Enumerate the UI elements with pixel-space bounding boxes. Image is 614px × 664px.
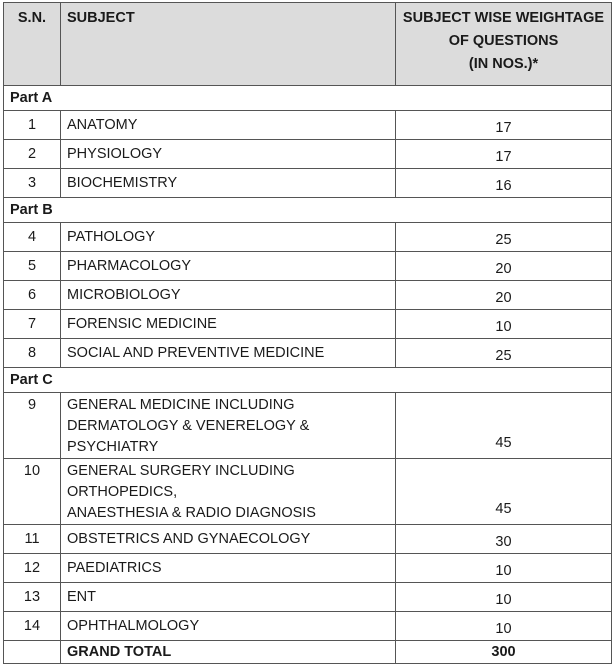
grand-total-row xyxy=(4,641,612,664)
header-weightage-line2: OF QUESTIONS xyxy=(448,33,559,49)
grand-total-sn-empty xyxy=(4,641,61,664)
row-subject: FORENSIC MEDICINE xyxy=(61,310,396,339)
table-row xyxy=(4,223,612,252)
table-row xyxy=(4,140,612,169)
header-weightage xyxy=(396,3,612,86)
table-row xyxy=(4,554,612,583)
table-row xyxy=(4,310,612,339)
row-subject: ANATOMY xyxy=(61,111,396,140)
table-row xyxy=(4,459,612,525)
row-weight: 20 xyxy=(396,281,612,310)
row-weight: 16 xyxy=(396,169,612,198)
table-row xyxy=(4,393,612,459)
table-row xyxy=(4,612,612,641)
row-subject: BIOCHEMISTRY xyxy=(61,169,396,198)
row-sn: 12 xyxy=(4,554,61,583)
row-sn: 11 xyxy=(4,525,61,554)
row-subject xyxy=(61,393,396,459)
row-weight: 20 xyxy=(396,252,612,281)
weightage-table xyxy=(3,2,612,664)
row-sn: 5 xyxy=(4,252,61,281)
row-weight: 25 xyxy=(396,339,612,368)
row-subject: OPHTHALMOLOGY xyxy=(61,612,396,641)
row-weight: 45 xyxy=(396,393,612,459)
table-row xyxy=(4,111,612,140)
row-weight: 45 xyxy=(396,459,612,525)
row-weight: 10 xyxy=(396,554,612,583)
row-subject: MICROBIOLOGY xyxy=(61,281,396,310)
row-subject-line1: GENERAL MEDICINE INCLUDING xyxy=(67,397,295,413)
row-sn: 9 xyxy=(4,393,61,459)
part-a-row xyxy=(4,86,612,111)
table-row xyxy=(4,169,612,198)
header-weightage-line1: SUBJECT WISE WEIGHTAGE xyxy=(402,10,605,26)
row-sn: 6 xyxy=(4,281,61,310)
grand-total-value: 300 xyxy=(396,641,612,664)
part-a-label: Part A xyxy=(4,86,612,111)
row-weight: 25 xyxy=(396,223,612,252)
header-row xyxy=(4,3,612,86)
table-row xyxy=(4,583,612,612)
row-subject: PHARMACOLOGY xyxy=(61,252,396,281)
row-weight: 10 xyxy=(396,310,612,339)
row-sn: 13 xyxy=(4,583,61,612)
row-weight: 10 xyxy=(396,612,612,641)
row-weight: 10 xyxy=(396,583,612,612)
row-subject: PAEDIATRICS xyxy=(61,554,396,583)
part-b-label: Part B xyxy=(4,198,612,223)
row-sn: 10 xyxy=(4,459,61,525)
header-subject: SUBJECT xyxy=(61,3,396,86)
row-sn: 14 xyxy=(4,612,61,641)
table-row xyxy=(4,281,612,310)
header-weightage-line3: (IN NOS.)* xyxy=(468,56,539,72)
row-subject: PATHOLOGY xyxy=(61,223,396,252)
row-sn: 8 xyxy=(4,339,61,368)
table-row xyxy=(4,525,612,554)
row-subject: PHYSIOLOGY xyxy=(61,140,396,169)
row-weight: 17 xyxy=(396,140,612,169)
row-subject xyxy=(61,459,396,525)
row-subject: OBSTETRICS AND GYNAECOLOGY xyxy=(61,525,396,554)
header-sn: S.N. xyxy=(4,3,61,86)
row-sn: 2 xyxy=(4,140,61,169)
table-row xyxy=(4,252,612,281)
row-sn: 3 xyxy=(4,169,61,198)
part-c-label: Part C xyxy=(4,368,612,393)
row-sn: 1 xyxy=(4,111,61,140)
row-subject-line2: ANAESTHESIA & RADIO DIAGNOSIS xyxy=(67,505,316,521)
part-b-row xyxy=(4,198,612,223)
row-weight: 30 xyxy=(396,525,612,554)
row-subject: SOCIAL AND PREVENTIVE MEDICINE xyxy=(61,339,396,368)
table-row xyxy=(4,339,612,368)
row-weight: 17 xyxy=(396,111,612,140)
row-sn: 7 xyxy=(4,310,61,339)
row-subject: ENT xyxy=(61,583,396,612)
row-sn: 4 xyxy=(4,223,61,252)
grand-total-label: GRAND TOTAL xyxy=(61,641,396,664)
row-subject-line2: DERMATOLOGY & VENERELOGY & PSYCHIATRY xyxy=(67,418,310,455)
part-c-row xyxy=(4,368,612,393)
row-subject-line1: GENERAL SURGERY INCLUDING ORTHOPEDICS, xyxy=(67,463,295,500)
